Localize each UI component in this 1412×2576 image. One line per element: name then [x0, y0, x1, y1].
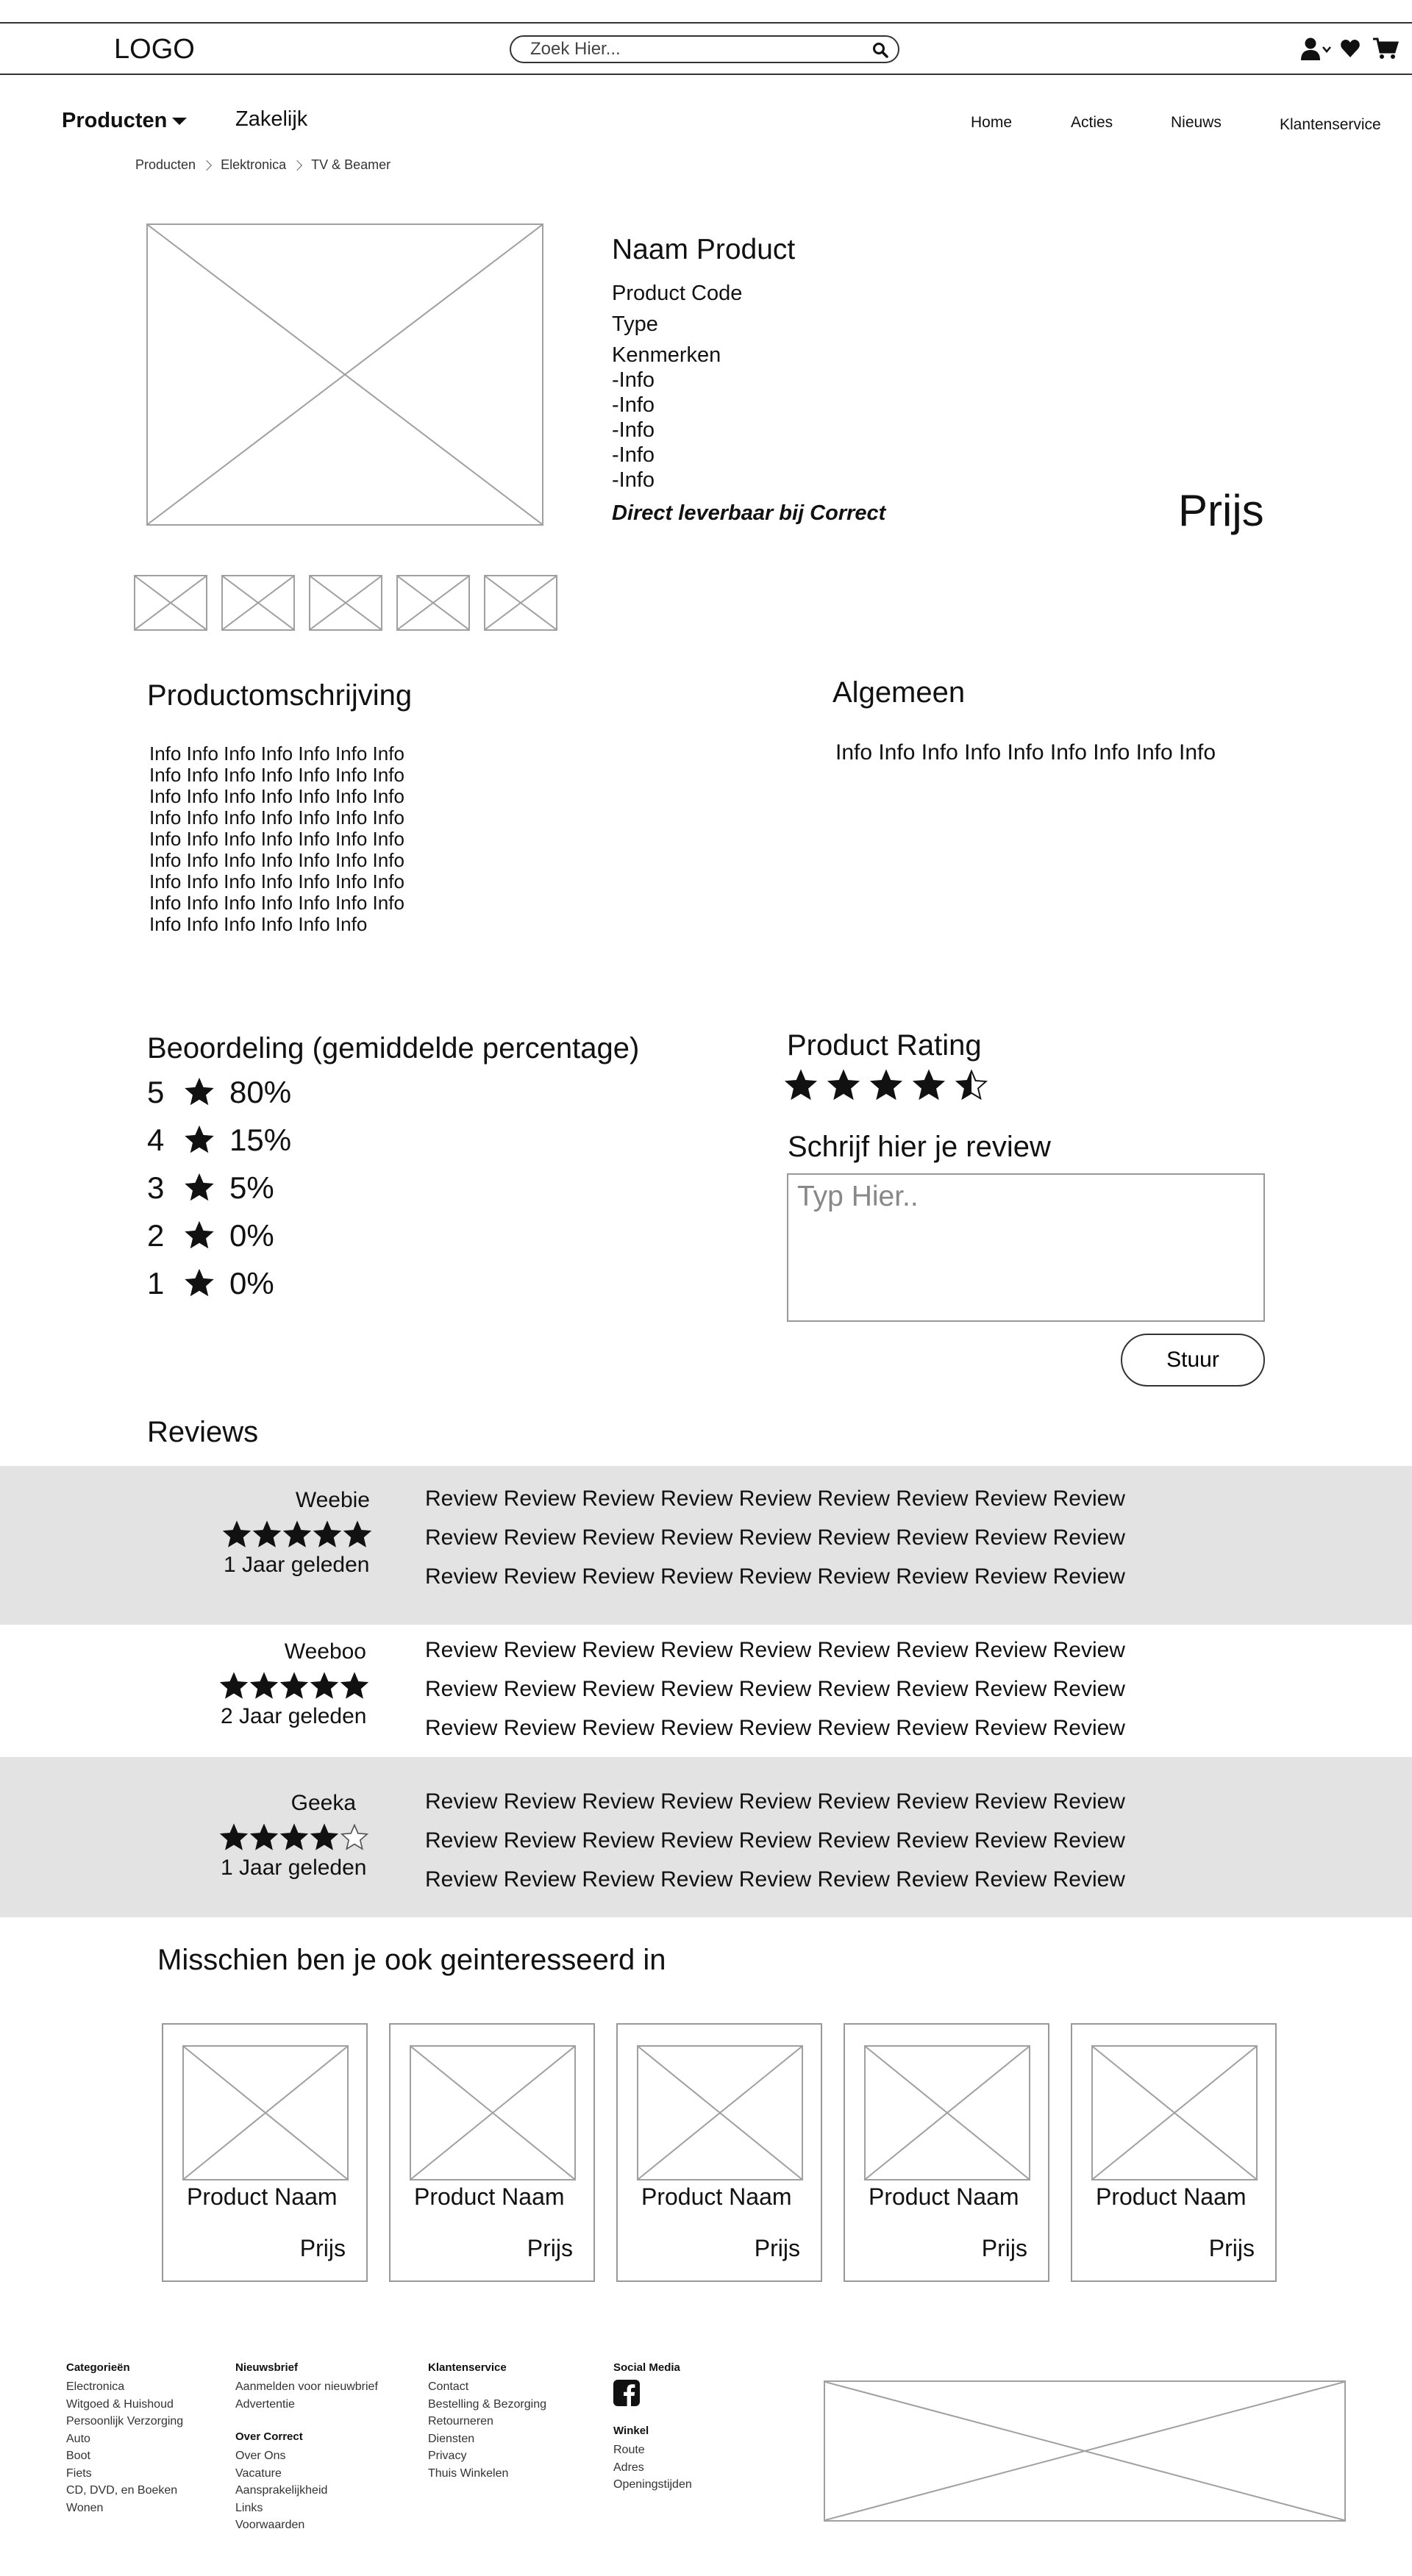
- description-text: Info Info Info Info Info Info Info Info Info Info Info Info Info Info Info Info Info Info Info Info Info Info Info Info Info Info Info Info Info Info Info Info Info Info Info Info Info Info Info Info Info Info Info Info Info Info Info Info Info Info Info Info Info Info Info Info Info Info Info Info Info Info: [149, 743, 404, 935]
- nav-producten-label: Producten: [62, 109, 168, 132]
- product-features-label: Kenmerken: [612, 343, 721, 367]
- star-icon: [182, 1171, 216, 1205]
- footer-store: [613, 2425, 692, 2494]
- footer-heading: Winkel: [613, 2425, 649, 2437]
- footer-heading: Over Correct: [235, 2430, 303, 2443]
- product-card-image: [1091, 2045, 1258, 2180]
- review-date: 1 Jaar geleden: [221, 1856, 367, 1880]
- review-line: Review Review Review Review Review Review Review Review Review: [425, 1564, 1125, 1589]
- rating-row: [147, 1263, 368, 1304]
- reviewer-name: Geeka: [290, 1791, 356, 1815]
- review-input[interactable]: [788, 1175, 1263, 1320]
- footer-link[interactable]: Aansprakelijkheid: [235, 2484, 328, 2497]
- footer-newsletter: [235, 2361, 378, 2413]
- product-type: Type: [612, 312, 658, 336]
- rating-stars-value: 2: [147, 1218, 165, 1253]
- rating-stars-value: 3: [147, 1170, 165, 1205]
- nav-acties[interactable]: Acties: [1071, 114, 1113, 131]
- product-card[interactable]: [389, 2023, 595, 2282]
- search-icon[interactable]: [871, 41, 889, 59]
- star-filled-icon: [313, 1520, 342, 1550]
- footer-link[interactable]: Auto: [66, 2432, 90, 2445]
- star-filled-icon: [279, 1672, 309, 1701]
- review-line: Review Review Review Review Review Review Review Review Review: [425, 1638, 1125, 1662]
- review-line: Review Review Review Review Review Review Review Review Review: [425, 1525, 1125, 1550]
- footer-link[interactable]: Diensten: [428, 2432, 475, 2445]
- rating-row: [147, 1167, 368, 1209]
- rating-percent: 80%: [229, 1075, 292, 1109]
- nav-klantenservice[interactable]: Klantenservice: [1280, 116, 1381, 133]
- search-bar: [510, 35, 899, 63]
- product-card-name: Product Naam: [187, 2183, 338, 2210]
- product-thumbnail[interactable]: [484, 575, 557, 631]
- star-icon: [182, 1076, 216, 1109]
- product-feature: -Info: [612, 393, 655, 417]
- star-filled-icon: [340, 1672, 369, 1701]
- product-card-name: Product Naam: [1096, 2183, 1247, 2210]
- review-date: 1 Jaar geleden: [224, 1553, 370, 1577]
- general-text: Info Info Info Info Info Info Info Info Info: [835, 740, 1216, 765]
- star-filled-icon: [219, 1823, 249, 1853]
- breadcrumb-item[interactable]: Elektronica: [221, 157, 287, 172]
- footer-categories: [66, 2361, 183, 2516]
- rating-row: [147, 1120, 368, 1161]
- footer-link[interactable]: Aanmelden voor nieuwbrief: [235, 2380, 378, 2393]
- rating-row: [147, 1072, 368, 1113]
- send-review-button[interactable]: Stuur: [1121, 1334, 1265, 1387]
- cart-icon[interactable]: [1372, 37, 1399, 60]
- related-title: Misschien ben je ook geinteresseerd in: [157, 1944, 666, 1976]
- star-filled-icon: [249, 1823, 279, 1853]
- star-half-icon: [955, 1069, 988, 1103]
- footer-link[interactable]: Privacy: [428, 2450, 467, 2462]
- footer-link[interactable]: Retourneren: [428, 2415, 493, 2427]
- product-card[interactable]: [844, 2023, 1049, 2282]
- breadcrumb: [135, 157, 391, 173]
- breadcrumb-item[interactable]: Producten: [135, 157, 196, 172]
- review-line: Review Review Review Review Review Review Review Review Review: [425, 1828, 1125, 1853]
- footer-link[interactable]: Route: [613, 2444, 645, 2456]
- nav-home[interactable]: Home: [971, 114, 1013, 131]
- star-filled-icon: [343, 1520, 372, 1550]
- review-line: Review Review Review Review Review Review Review Review Review: [425, 1677, 1125, 1701]
- star-filled-icon: [869, 1069, 903, 1103]
- review-text: [425, 1479, 1125, 1596]
- description-title: Productomschrijving: [147, 679, 413, 712]
- review-textbox: [787, 1173, 1265, 1322]
- star-filled-icon: [827, 1069, 860, 1103]
- product-thumbnail[interactable]: [396, 575, 470, 631]
- footer-link[interactable]: Openingstijden: [613, 2478, 692, 2491]
- footer-map-image: [824, 2380, 1346, 2522]
- product-card[interactable]: [162, 2023, 368, 2282]
- product-card-price: Prijs: [981, 2235, 1027, 2261]
- nav-zakelijk[interactable]: Zakelijk: [235, 107, 308, 131]
- footer-link[interactable]: Links: [235, 2501, 263, 2514]
- product-feature: -Info: [612, 368, 655, 392]
- star-filled-icon: [282, 1520, 312, 1550]
- footer-link[interactable]: Thuis Winkelen: [428, 2466, 509, 2480]
- footer-heading: Nieuwsbrief: [235, 2361, 299, 2374]
- star-filled-icon: [912, 1069, 946, 1103]
- footer-link[interactable]: Bestelling & Bezorging: [428, 2397, 546, 2411]
- product-rating-stars: [784, 1069, 997, 1103]
- write-review-title: Schrijf hier je review: [788, 1131, 1051, 1163]
- review-line: Review Review Review Review Review Review Review Review Review: [425, 1867, 1125, 1892]
- footer-heading: Social Media: [613, 2361, 680, 2374]
- star-filled-icon: [310, 1672, 339, 1701]
- top-bar: [0, 22, 1412, 75]
- star-filled-icon: [310, 1823, 339, 1853]
- search-input[interactable]: [530, 39, 854, 60]
- product-feature: -Info: [612, 443, 655, 467]
- footer-social: [613, 2361, 680, 2410]
- product-card-price: Prijs: [527, 2235, 573, 2261]
- product-price: Prijs: [1178, 486, 1264, 535]
- star-icon: [182, 1267, 216, 1300]
- footer-link[interactable]: Contact: [428, 2380, 469, 2393]
- nav-nieuws[interactable]: Nieuws: [1171, 114, 1222, 131]
- star-filled-icon: [219, 1672, 249, 1701]
- footer-link[interactable]: Fiets: [66, 2466, 92, 2480]
- product-card-name: Product Naam: [641, 2183, 792, 2210]
- rating-row: [147, 1215, 368, 1256]
- footer-link[interactable]: Voorwaarden: [235, 2519, 305, 2531]
- product-card-price: Prijs: [299, 2235, 346, 2261]
- review-line: Review Review Review Review Review Review Review Review Review: [425, 1486, 1125, 1511]
- review-stars: [219, 1823, 370, 1853]
- review-line: Review Review Review Review Review Review Review Review Review: [425, 1716, 1125, 1740]
- product-card-price: Prijs: [1208, 2235, 1255, 2261]
- product-feature: -Info: [612, 418, 655, 442]
- product-card-image: [410, 2045, 576, 2180]
- star-empty-icon: [340, 1823, 369, 1853]
- rating-percent: 0%: [229, 1218, 274, 1253]
- rating-distribution-title: Beoordeling (gemiddelde percentage): [147, 1032, 640, 1065]
- footer-about: [235, 2430, 327, 2534]
- product-thumbnail[interactable]: [221, 575, 295, 631]
- footer-link[interactable]: Persoonlijk Verzorging: [66, 2415, 184, 2427]
- footer-link[interactable]: Advertentie: [235, 2397, 295, 2411]
- star-filled-icon: [252, 1520, 282, 1550]
- chevron-right-icon: [202, 160, 212, 170]
- product-card[interactable]: [616, 2023, 822, 2282]
- review-item: [0, 1757, 1412, 1917]
- star-filled-icon: [249, 1672, 279, 1701]
- product-card-image: [864, 2045, 1030, 2180]
- star-icon: [182, 1123, 216, 1157]
- product-thumbnail[interactable]: [134, 575, 207, 631]
- footer-link[interactable]: Vacature: [235, 2466, 282, 2480]
- reviews-title: Reviews: [147, 1416, 259, 1448]
- footer-link[interactable]: Over Ons: [235, 2450, 286, 2462]
- nav-producten[interactable]: [62, 109, 188, 133]
- star-filled-icon: [784, 1069, 818, 1103]
- footer-heading: Klantenservice: [428, 2361, 507, 2374]
- product-card-price: Prijs: [754, 2235, 800, 2261]
- product-card-name: Product Naam: [869, 2183, 1019, 2210]
- footer-link[interactable]: CD, DVD, en Boeken: [66, 2484, 178, 2497]
- review-date: 2 Jaar geleden: [221, 1704, 367, 1728]
- product-feature: -Info: [612, 468, 655, 492]
- product-card-name: Product Naam: [414, 2183, 565, 2210]
- rating-stars-value: 4: [147, 1123, 165, 1157]
- availability-text: Direct leverbaar bij Correct: [612, 501, 886, 525]
- review-line: Review Review Review Review Review Review Review Review Review: [425, 1789, 1125, 1814]
- footer-link[interactable]: Wonen: [66, 2501, 104, 2514]
- general-title: Algemeen: [832, 676, 966, 709]
- rating-percent: 5%: [229, 1170, 274, 1205]
- product-rating-title: Product Rating: [787, 1029, 982, 1062]
- footer-link[interactable]: Adres: [613, 2461, 644, 2474]
- star-filled-icon: [222, 1520, 252, 1550]
- product-main-image: [146, 223, 543, 526]
- footer-heading: Categorieën: [66, 2361, 130, 2374]
- footer-service: [428, 2361, 546, 2482]
- rating-stars-value: 1: [147, 1266, 165, 1300]
- reviewer-name: Weebie: [295, 1488, 370, 1512]
- product-name: Naam Product: [612, 234, 796, 265]
- footer-link[interactable]: Electronica: [66, 2380, 125, 2393]
- reviewer-name: Weeboo: [284, 1639, 366, 1664]
- rating-percent: 0%: [229, 1266, 274, 1300]
- review-item: [0, 1625, 1412, 1757]
- review-stars: [222, 1520, 373, 1550]
- product-thumbnail[interactable]: [309, 575, 382, 631]
- star-icon: [182, 1219, 216, 1253]
- caret-down-icon: [171, 116, 188, 126]
- footer-link[interactable]: Witgoed & Huishoud: [66, 2397, 174, 2411]
- logo[interactable]: LOGO: [114, 34, 195, 65]
- product-card-image: [182, 2045, 349, 2180]
- star-filled-icon: [279, 1823, 309, 1853]
- product-card[interactable]: [1071, 2023, 1277, 2282]
- facebook-icon[interactable]: [613, 2380, 640, 2406]
- rating-stars-value: 5: [147, 1075, 165, 1109]
- user-account-icon[interactable]: [1300, 37, 1333, 62]
- review-item: [0, 1466, 1412, 1625]
- breadcrumb-item[interactable]: TV & Beamer: [311, 157, 391, 172]
- heart-icon[interactable]: [1340, 38, 1361, 59]
- product-card-image: [637, 2045, 803, 2180]
- chevron-right-icon: [292, 160, 302, 170]
- review-stars: [219, 1672, 370, 1701]
- rating-percent: 15%: [229, 1123, 292, 1157]
- review-text: [425, 1631, 1125, 1747]
- footer-link[interactable]: Boot: [66, 2450, 90, 2462]
- product-code: Product Code: [612, 282, 743, 305]
- review-text: [425, 1782, 1125, 1899]
